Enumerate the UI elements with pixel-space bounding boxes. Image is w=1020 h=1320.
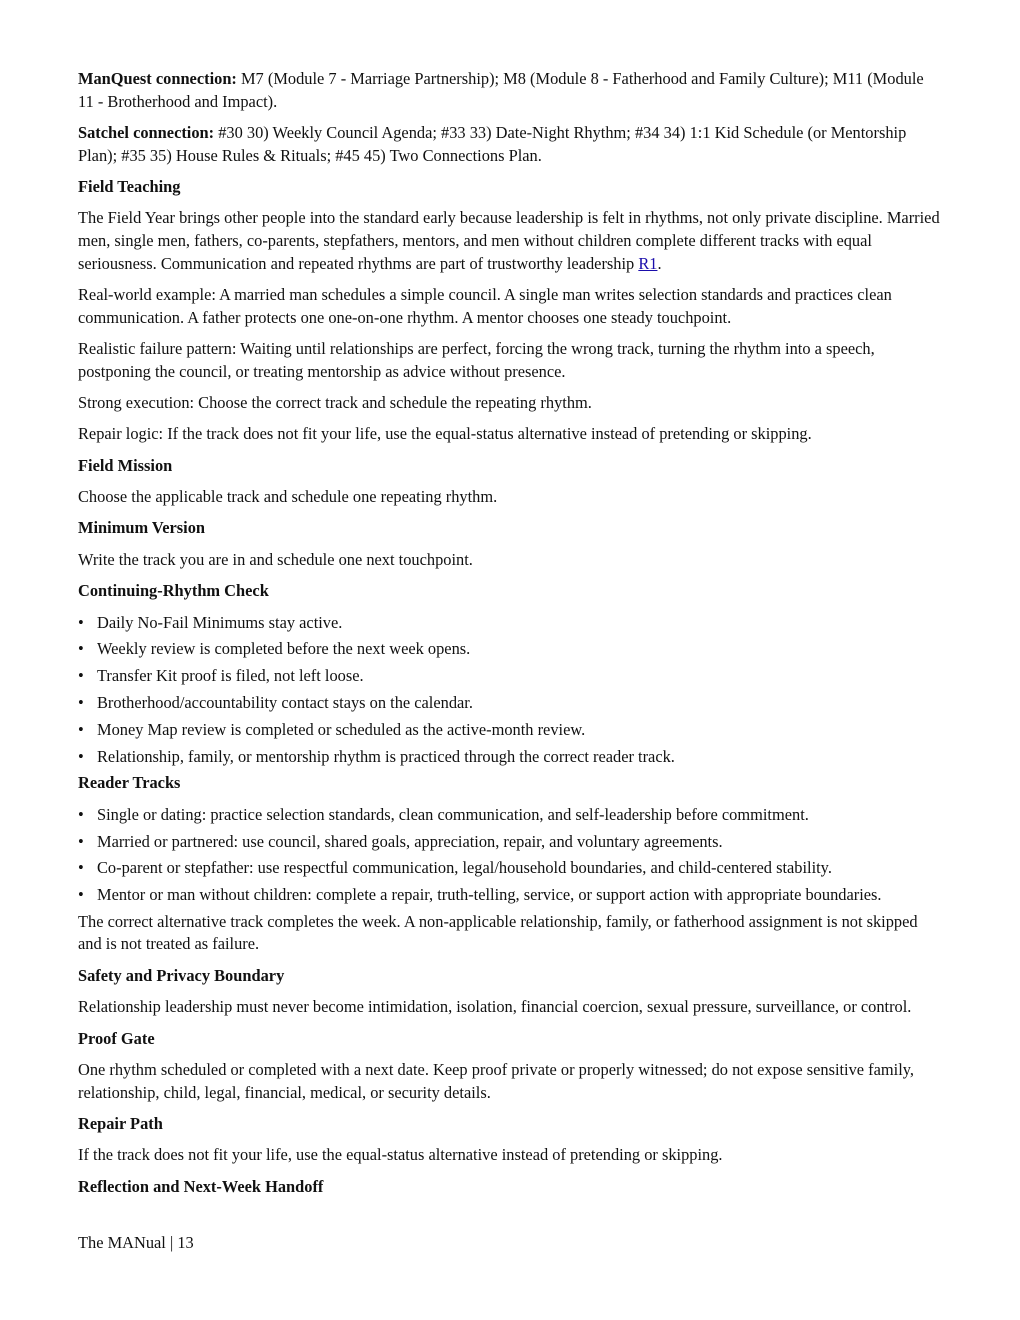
- list-item: [78, 804, 940, 827]
- list-item: [78, 665, 940, 688]
- bullet-icon: •: [78, 692, 84, 712]
- field-mission-text: Choose the applicable track and schedule one repeating rhythm.: [78, 487, 498, 507]
- list-item-text: Mentor or man without children: complete a repair, truth-telling, service, or support action with appropriate boundaries.: [97, 885, 882, 905]
- list-item-text: Married or partnered: use council, shared goals, appreciation, repair, and voluntary agreements.: [97, 831, 723, 851]
- satchel-text: #30 30) Weekly Council Agenda; #33 33) Date-Night Rhythm; #34 34) 1:1 Kid Schedule (or Mentorship Plan); #35 35) House Rules & Rituals; #45 45) Two Connections Plan.: [78, 122, 907, 165]
- bullet-icon: •: [78, 719, 84, 739]
- repair-path-heading: Repair Path: [78, 1113, 163, 1133]
- list-item-text: Transfer Kit proof is filed, not left loose.: [97, 666, 364, 686]
- reader-tracks-note: The correct alternative track completes the week. A non-applicable relationship, family, or fatherhood assignment is not skipped and is not treated as failure.: [78, 911, 918, 954]
- safety-heading: Safety and Privacy Boundary: [78, 965, 285, 985]
- list-item: [78, 884, 940, 907]
- list-item: [78, 692, 940, 715]
- page-footer: The MANual | 13: [78, 1233, 194, 1252]
- field-teaching-repair: Repair logic: If the track does not fit your life, use the equal-status alternative instead of pretending or skipping.: [78, 424, 812, 444]
- field-teaching-intro-end: .: [657, 253, 662, 273]
- page-content: [78, 68, 940, 1207]
- minimum-version-text: Write the track you are in and schedule one next touchpoint.: [78, 549, 473, 569]
- satchel-label: Satchel connection:: [78, 122, 215, 142]
- reflection-heading: Reflection and Next-Week Handoff: [78, 1176, 324, 1196]
- list-item: [78, 612, 940, 635]
- bullet-icon: •: [78, 804, 84, 824]
- rhythm-check-list: [78, 612, 940, 769]
- list-item-text: Brotherhood/accountability contact stays on the calendar.: [97, 692, 473, 712]
- field-teaching-failure: Realistic failure pattern: Waiting until relationships are perfect, forcing the wrong track, turning the rhythm into a speech, postponing the council, or treating mentorship as advice without presence.: [78, 338, 875, 381]
- field-teaching-example: Real-world example: A married man schedules a simple council. A single man writes selection standards and practices clean communication. A father protects one one-on-one rhythm. A mentor chooses one steady touchpoint.: [78, 284, 892, 327]
- bullet-icon: •: [78, 612, 84, 632]
- list-item-text: Relationship, family, or mentorship rhythm is practiced through the correct reader track.: [97, 746, 675, 766]
- list-item: [78, 719, 940, 742]
- rhythm-check-heading: Continuing-Rhythm Check: [78, 581, 269, 601]
- list-item-text: Daily No-Fail Minimums stay active.: [97, 612, 343, 632]
- reader-tracks-list: [78, 804, 940, 907]
- minimum-version-heading: Minimum Version: [78, 518, 206, 538]
- manquest-text: M7 (Module 7 - Marriage Partnership); M8 (Module 8 - Fatherhood and Family Culture); M11 (Module 11 - Brotherhood and Impact).: [78, 69, 924, 111]
- bullet-icon: •: [78, 666, 84, 686]
- safety-text: Relationship leadership must never become intimidation, isolation, financial coercion, sexual pressure, surveillance, or control.: [78, 997, 912, 1017]
- field-teaching-heading: Field Teaching: [78, 176, 181, 196]
- list-item-text: Co-parent or stepfather: use respectful communication, legal/household boundaries, and child-centered stability.: [97, 858, 832, 878]
- bullet-icon: •: [78, 831, 84, 851]
- field-teaching-execution: Strong execution: Choose the correct track and schedule the repeating rhythm.: [78, 392, 592, 412]
- proof-gate-heading: Proof Gate: [78, 1028, 155, 1048]
- reference-link-r1[interactable]: R1: [638, 253, 658, 273]
- list-item: [78, 831, 940, 854]
- list-item-text: Weekly review is completed before the next week opens.: [97, 639, 471, 659]
- field-teaching-intro: [78, 207, 940, 275]
- field-mission-heading: Field Mission: [78, 455, 173, 475]
- list-item: [78, 857, 940, 880]
- repair-path-text: If the track does not fit your life, use the equal-status alternative instead of pretending or skipping.: [78, 1145, 723, 1165]
- list-item: [78, 746, 940, 769]
- manquest-connection: [78, 68, 940, 113]
- list-item: [78, 638, 940, 661]
- list-item-text: Single or dating: practice selection standards, clean communication, and self-leadership before commitment.: [97, 804, 809, 824]
- bullet-icon: •: [78, 858, 84, 878]
- bullet-icon: •: [78, 639, 84, 659]
- manquest-label: ManQuest connection:: [78, 69, 237, 88]
- field-teaching-intro-text: The Field Year brings other people into the standard early because leadership is felt in rhythms, not only private discipline. Married men, single men, fathers, co-parents, stepfathers, mentors, and men without children complete different tracks with equal seriousness. Communication and repeated rhythms are part of trustworthy leadership: [78, 208, 940, 273]
- proof-gate-text: One rhythm scheduled or completed with a next date. Keep proof private or properly witnessed; do not expose sensitive family, relationship, child, legal, financial, medical, or security details.: [78, 1060, 914, 1102]
- bullet-icon: •: [78, 885, 84, 905]
- reader-tracks-heading: Reader Tracks: [78, 773, 181, 793]
- satchel-connection: [78, 122, 940, 167]
- list-item-text: Money Map review is completed or scheduled as the active-month review.: [97, 719, 586, 739]
- bullet-icon: •: [78, 746, 84, 766]
